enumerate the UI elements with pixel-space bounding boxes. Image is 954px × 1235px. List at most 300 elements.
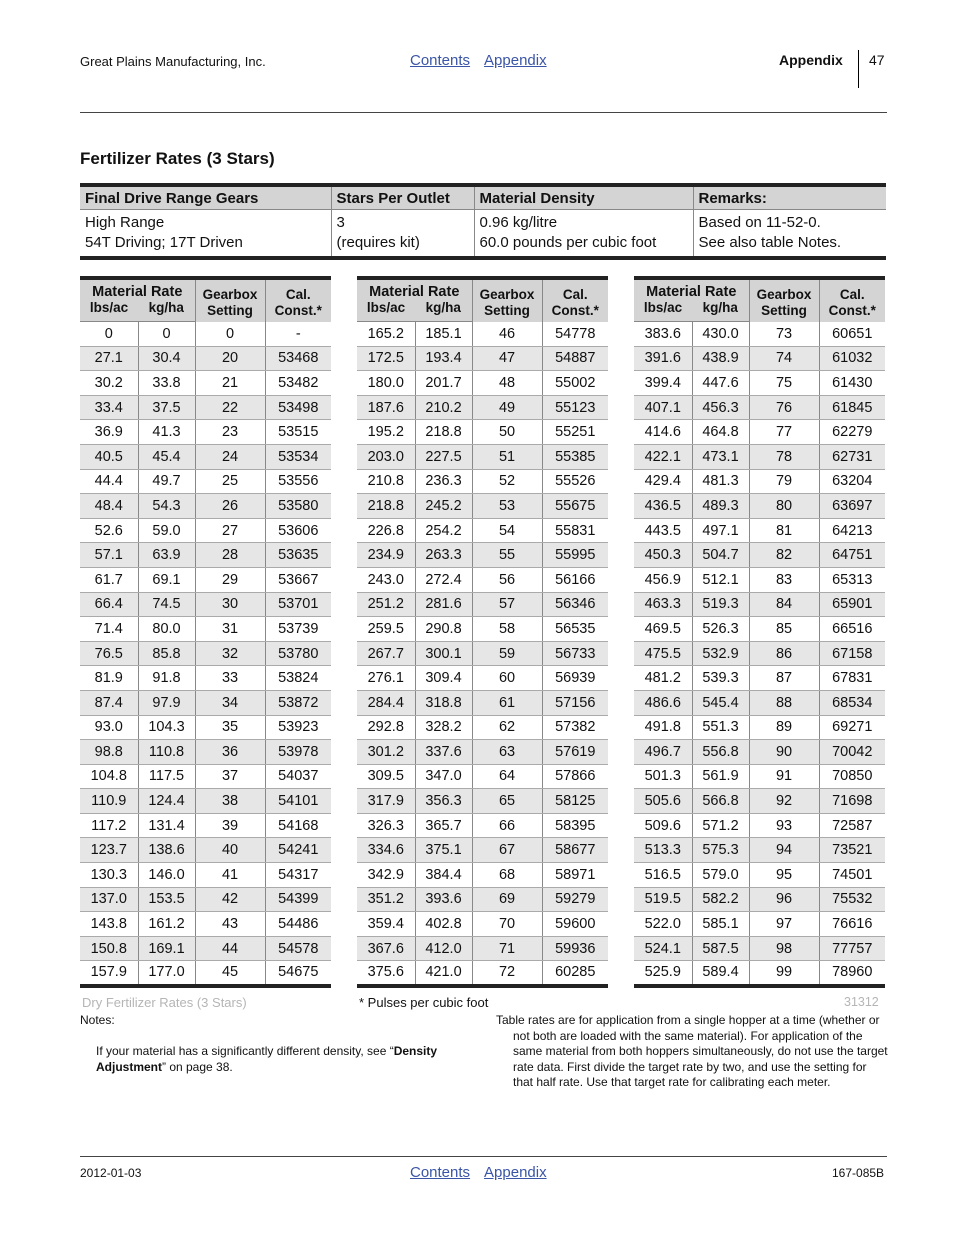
lbs-ac-cell: 218.8 [357, 494, 415, 519]
kg-ha-cell: 337.6 [415, 740, 472, 765]
lbs-ac-cell: 475.5 [634, 641, 692, 666]
table-row [634, 789, 885, 814]
table-row [634, 444, 885, 469]
gearbox-setting-cell: 72 [472, 961, 542, 986]
gearbox-setting-cell: 79 [749, 469, 819, 494]
cal-const-cell: 66516 [819, 617, 885, 642]
gearbox-setting-cell: 48 [472, 371, 542, 396]
lbs-ac-cell: 130.3 [80, 863, 138, 888]
cal-const-cell: 63204 [819, 469, 885, 494]
lbs-ac-cell: 243.0 [357, 567, 415, 592]
kg-ha-cell: 561.9 [692, 764, 749, 789]
table-row [634, 371, 885, 396]
notes-title: Notes: [80, 1013, 115, 1027]
gearbox-setting-cell: 95 [749, 863, 819, 888]
gearbox-setting-cell: 38 [195, 789, 265, 814]
lbs-ac-cell: 486.6 [634, 690, 692, 715]
note-text: ” on page 38. [162, 1059, 233, 1074]
kg-ha-cell: 309.4 [415, 666, 472, 691]
kg-ha-header: kg/ha [138, 300, 195, 322]
lbs-ac-cell: 505.6 [634, 789, 692, 814]
note-density [96, 1044, 476, 1075]
lbs-ac-cell: 143.8 [80, 912, 138, 937]
table-row [634, 715, 885, 740]
lbs-ac-cell: 450.3 [634, 543, 692, 568]
kg-ha-cell: 146.0 [138, 863, 195, 888]
header-contents-link[interactable]: Contents [410, 52, 471, 69]
table-row [80, 912, 331, 937]
table-row [80, 420, 331, 445]
cal-const-cell: 55831 [542, 518, 608, 543]
kg-ha-header: kg/ha [692, 300, 749, 322]
table-row [357, 567, 608, 592]
table-row [357, 690, 608, 715]
lbs-ac-cell: 422.1 [634, 444, 692, 469]
gearbox-setting-cell: 97 [749, 912, 819, 937]
table-row [80, 346, 331, 371]
kg-ha-cell: 512.1 [692, 567, 749, 592]
cal-const-cell: 62279 [819, 420, 885, 445]
lbs-ac-cell: 36.9 [80, 420, 138, 445]
kg-ha-cell: 37.5 [138, 395, 195, 420]
cal-const-cell: 58971 [542, 863, 608, 888]
lbs-ac-cell: 284.4 [357, 690, 415, 715]
lbs-ac-cell: 57.1 [80, 543, 138, 568]
kg-ha-cell: 33.8 [138, 371, 195, 396]
gearbox-setting-cell: 67 [472, 838, 542, 863]
gearbox-setting-cell: 99 [749, 961, 819, 986]
kg-ha-cell: 41.3 [138, 420, 195, 445]
cal-const-cell: 53498 [265, 395, 331, 420]
header-appendix-link[interactable]: Appendix [484, 52, 547, 69]
spec-cell-stars [331, 210, 474, 259]
cal-const-cell: 60651 [819, 322, 885, 347]
rate-table-body [357, 322, 608, 986]
cal-const-cell: 54578 [265, 936, 331, 961]
gearbox-setting-cell: 39 [195, 813, 265, 838]
cal-const-cell: 53739 [265, 617, 331, 642]
lbs-ac-cell: 399.4 [634, 371, 692, 396]
lbs-ac-cell: 469.5 [634, 617, 692, 642]
kg-ha-cell: 566.8 [692, 789, 749, 814]
cal-const-cell: 54399 [265, 887, 331, 912]
kg-ha-cell: 375.1 [415, 838, 472, 863]
table-row [80, 715, 331, 740]
cal-const-cell: 59600 [542, 912, 608, 937]
gearbox-setting-cell: 46 [472, 322, 542, 347]
lbs-ac-cell: 48.4 [80, 494, 138, 519]
gearbox-setting-cell: 49 [472, 395, 542, 420]
table-row [80, 494, 331, 519]
cal-const-cell: 59936 [542, 936, 608, 961]
lbs-ac-cell: 525.9 [644, 964, 681, 981]
lbs-ac-header: lbs/ac [634, 300, 692, 322]
kg-ha-cell: 318.8 [415, 690, 472, 715]
table-row [80, 567, 331, 592]
table-row [357, 789, 608, 814]
lbs-ac-cell: 234.9 [357, 543, 415, 568]
lbs-ac-cell: 501.3 [634, 764, 692, 789]
lbs-ac-cell: 157.9 [90, 964, 127, 981]
cal-const-cell: 53515 [265, 420, 331, 445]
gearbox-setting-cell: 44 [195, 936, 265, 961]
rate-table-3 [634, 276, 885, 988]
table-caption: Dry Fertilizer Rates (3 Stars) [82, 995, 247, 1010]
lbs-ac-cell: 496.7 [634, 740, 692, 765]
table-row [80, 518, 331, 543]
cal-const-cell: 67831 [819, 666, 885, 691]
cal-const-cell: 75532 [819, 887, 885, 912]
kg-ha-header: kg/ha [415, 300, 472, 322]
gearbox-setting-cell: 70 [472, 912, 542, 937]
kg-ha-cell: 430.0 [692, 322, 749, 347]
lbs-ac-cell: 259.5 [357, 617, 415, 642]
footer-nav [410, 1164, 561, 1181]
gearbox-setting-cell: 59 [472, 641, 542, 666]
lbs-ac-cell: 309.5 [357, 764, 415, 789]
table-row [357, 740, 608, 765]
cal-const-cell: 53635 [265, 543, 331, 568]
kg-ha-cell: 45.4 [138, 444, 195, 469]
kg-ha-cell: 328.2 [415, 715, 472, 740]
kg-ha-cell: 545.4 [692, 690, 749, 715]
gearbox-setting-cell: 26 [195, 494, 265, 519]
rate-table-2 [357, 276, 608, 988]
gearbox-setting-cell: 85 [749, 617, 819, 642]
gearbox-setting-cell: 34 [195, 690, 265, 715]
kg-ha-cell: 245.2 [415, 494, 472, 519]
table-row [357, 666, 608, 691]
table-row [634, 863, 885, 888]
table-row [80, 936, 331, 961]
cal-const-cell: 57156 [542, 690, 608, 715]
kg-ha-cell: 54.3 [138, 494, 195, 519]
table-row [634, 666, 885, 691]
lbs-ac-cell: 524.1 [634, 936, 692, 961]
cal-const-cell: 65313 [819, 567, 885, 592]
kg-ha-cell: 447.6 [692, 371, 749, 396]
cal-const-cell: 53667 [265, 567, 331, 592]
gearbox-setting-cell: 29 [195, 567, 265, 592]
gearbox-setting-header: Gearbox Setting [749, 278, 819, 322]
lbs-ac-cell: 27.1 [80, 346, 138, 371]
gearbox-setting-cell: 52 [472, 469, 542, 494]
gearbox-setting-cell: 71 [472, 936, 542, 961]
company-name: Great Plains Manufacturing, Inc. [80, 54, 266, 69]
spec-line: 0.96 kg/litre [479, 214, 558, 231]
table-row [80, 641, 331, 666]
gearbox-setting-cell: 22 [195, 395, 265, 420]
kg-ha-cell: 104.3 [138, 715, 195, 740]
table-row [80, 395, 331, 420]
table-row [634, 641, 885, 666]
table-row [80, 863, 331, 888]
cal-const-cell: 55995 [542, 543, 608, 568]
kg-ha-cell: 464.8 [692, 420, 749, 445]
lbs-ac-cell: 76.5 [80, 641, 138, 666]
kg-ha-cell: 473.1 [692, 444, 749, 469]
lbs-ac-cell: 342.9 [357, 863, 415, 888]
lbs-ac-cell: 210.8 [357, 469, 415, 494]
cal-const-cell: 54887 [542, 346, 608, 371]
header-divider [858, 50, 859, 88]
cal-const-cell: 53580 [265, 494, 331, 519]
spec-cell-remarks [693, 210, 886, 259]
gearbox-setting-cell: 47 [472, 346, 542, 371]
lbs-ac-cell: 81.9 [80, 666, 138, 691]
spec-cell-density [474, 210, 693, 259]
table-row [634, 395, 885, 420]
gearbox-setting-cell: 87 [749, 666, 819, 691]
cal-const-cell: 54317 [265, 863, 331, 888]
lbs-ac-cell: 172.5 [357, 346, 415, 371]
spec-header-stars: Stars Per Outlet [331, 185, 474, 210]
kg-ha-cell: 63.9 [138, 543, 195, 568]
table-row [80, 322, 331, 347]
cal-const-cell: 57619 [542, 740, 608, 765]
cal-const-cell: 64751 [819, 543, 885, 568]
gearbox-setting-cell: 45 [195, 961, 265, 986]
table-row [357, 617, 608, 642]
table-row [80, 764, 331, 789]
gearbox-setting-cell: 40 [195, 838, 265, 863]
footnote: * Pulses per cubic foot [359, 995, 489, 1010]
gearbox-setting-cell: 55 [472, 543, 542, 568]
gearbox-setting-cell: 88 [749, 690, 819, 715]
gearbox-setting-cell: 30 [195, 592, 265, 617]
kg-ha-cell: 551.3 [692, 715, 749, 740]
lbs-ac-cell: 491.8 [634, 715, 692, 740]
lbs-ac-cell: 110.9 [80, 789, 138, 814]
kg-ha-cell: 49.7 [138, 469, 195, 494]
kg-ha-cell: 85.8 [138, 641, 195, 666]
spec-line: 3 [336, 214, 345, 231]
spec-line: Based on 11-52-0. [698, 214, 821, 231]
kg-ha-cell: 504.7 [692, 543, 749, 568]
cal-const-cell: 58395 [542, 813, 608, 838]
gearbox-setting-cell: 53 [472, 494, 542, 519]
gearbox-setting-header: Gearbox Setting [472, 278, 542, 322]
lbs-ac-cell: 52.6 [80, 518, 138, 543]
cal-const-cell: 55675 [542, 494, 608, 519]
table-row [80, 887, 331, 912]
table-row [357, 469, 608, 494]
table-row [634, 420, 885, 445]
table-row [634, 494, 885, 519]
gearbox-setting-cell: 80 [749, 494, 819, 519]
gearbox-setting-cell: 28 [195, 543, 265, 568]
footer-rule [80, 1156, 887, 1157]
cal-const-cell: 54778 [542, 322, 608, 347]
cal-const-cell: 53468 [265, 346, 331, 371]
gearbox-setting-cell: 65 [472, 789, 542, 814]
cal-const-cell: 54168 [265, 813, 331, 838]
density-adjustment-reference: Density Adjustment [96, 1044, 438, 1074]
kg-ha-cell: 124.4 [138, 789, 195, 814]
gearbox-setting-cell: 93 [749, 813, 819, 838]
gearbox-setting-cell: 63 [472, 740, 542, 765]
table-row [634, 764, 885, 789]
kg-ha-cell: 177.0 [138, 961, 195, 986]
table-row [80, 740, 331, 765]
footer-contents-link[interactable]: Contents [410, 1164, 471, 1181]
material-rate-header: Material Rate [357, 278, 472, 300]
kg-ha-cell: 589.4 [692, 961, 749, 986]
table-row [357, 395, 608, 420]
cal-const-cell: 55251 [542, 420, 608, 445]
spec-header-remarks: Remarks: [693, 185, 886, 210]
lbs-ac-cell: 463.3 [634, 592, 692, 617]
table-row [357, 518, 608, 543]
gearbox-setting-cell: 82 [749, 543, 819, 568]
table-row [634, 961, 885, 986]
gearbox-setting-cell: 50 [472, 420, 542, 445]
kg-ha-cell: 384.4 [415, 863, 472, 888]
kg-ha-cell: 456.3 [692, 395, 749, 420]
table-row [80, 813, 331, 838]
cal-const-cell: 70850 [819, 764, 885, 789]
gearbox-setting-cell: 60 [472, 666, 542, 691]
table-row [357, 444, 608, 469]
lbs-ac-cell: 137.0 [80, 887, 138, 912]
kg-ha-cell: 532.9 [692, 641, 749, 666]
kg-ha-cell: 481.3 [692, 469, 749, 494]
gearbox-setting-cell: 77 [749, 420, 819, 445]
gearbox-setting-cell: 35 [195, 715, 265, 740]
page-title: Fertilizer Rates (3 Stars) [80, 149, 275, 168]
table-row [634, 469, 885, 494]
kg-ha-cell: 571.2 [692, 813, 749, 838]
kg-ha-cell: 80.0 [138, 617, 195, 642]
gearbox-setting-cell: 57 [472, 592, 542, 617]
footer-date: 2012-01-03 [80, 1166, 142, 1180]
lbs-ac-header: lbs/ac [357, 300, 415, 322]
spec-header-density: Material Density [474, 185, 693, 210]
cal-const-cell: 78960 [819, 961, 885, 986]
table-row [357, 641, 608, 666]
kg-ha-cell: 117.5 [138, 764, 195, 789]
kg-ha-cell: 138.6 [138, 838, 195, 863]
lbs-ac-cell: 93.0 [80, 715, 138, 740]
lbs-ac-cell: 317.9 [357, 789, 415, 814]
cal-const-cell: 57382 [542, 715, 608, 740]
spec-line: (requires kit) [336, 234, 420, 251]
lbs-ac-cell: 292.8 [357, 715, 415, 740]
gearbox-setting-cell: 43 [195, 912, 265, 937]
lbs-ac-cell: 375.6 [367, 964, 404, 981]
cal-const-cell: 73521 [819, 838, 885, 863]
spec-header-final-drive: Final Drive Range Gears [80, 185, 331, 210]
lbs-ac-cell: 98.8 [80, 740, 138, 765]
footer-appendix-link[interactable]: Appendix [484, 1164, 547, 1181]
cal-const-cell: 74501 [819, 863, 885, 888]
cal-const-header: Cal. Const.* [265, 278, 331, 322]
gearbox-setting-cell: 92 [749, 789, 819, 814]
lbs-ac-cell: 301.2 [357, 740, 415, 765]
lbs-ac-cell: 187.6 [357, 395, 415, 420]
table-row [634, 543, 885, 568]
kg-ha-cell: 153.5 [138, 887, 195, 912]
gearbox-setting-cell: 51 [472, 444, 542, 469]
lbs-ac-cell: 407.1 [634, 395, 692, 420]
lbs-ac-cell: 30.2 [80, 371, 138, 396]
kg-ha-cell: 254.2 [415, 518, 472, 543]
lbs-ac-cell: 165.2 [357, 322, 415, 347]
kg-ha-cell: 201.7 [415, 371, 472, 396]
gearbox-setting-cell: 20 [195, 346, 265, 371]
gearbox-setting-cell: 25 [195, 469, 265, 494]
gearbox-setting-cell: 64 [472, 764, 542, 789]
gearbox-setting-cell: 66 [472, 813, 542, 838]
kg-ha-cell: 412.0 [415, 936, 472, 961]
gearbox-setting-cell: 69 [472, 887, 542, 912]
lbs-ac-cell: 436.5 [634, 494, 692, 519]
lbs-ac-cell: 0 [80, 322, 138, 347]
lbs-ac-cell: 509.6 [634, 813, 692, 838]
cal-const-cell: 69271 [819, 715, 885, 740]
table-row [357, 813, 608, 838]
gearbox-setting-cell: 62 [472, 715, 542, 740]
cal-const-cell: 53482 [265, 371, 331, 396]
kg-ha-cell: 97.9 [138, 690, 195, 715]
lbs-ac-cell: 87.4 [80, 690, 138, 715]
cal-const-header: Cal. Const.* [542, 278, 608, 322]
cal-const-cell: 70042 [819, 740, 885, 765]
cal-const-cell: 53978 [265, 740, 331, 765]
table-row [80, 789, 331, 814]
kg-ha-cell: 30.4 [138, 346, 195, 371]
lbs-ac-cell: 429.4 [634, 469, 692, 494]
cal-const-cell: 56733 [542, 641, 608, 666]
kg-ha-cell: 497.1 [692, 518, 749, 543]
table-row [634, 690, 885, 715]
table-row [357, 715, 608, 740]
cal-const-cell: 53701 [265, 592, 331, 617]
spec-line: High Range [85, 214, 165, 231]
gearbox-setting-cell: 86 [749, 641, 819, 666]
kg-ha-cell: 575.3 [692, 838, 749, 863]
kg-ha-cell: 402.8 [415, 912, 472, 937]
gearbox-setting-cell: 27 [195, 518, 265, 543]
gearbox-setting-cell: 75 [749, 371, 819, 396]
gearbox-setting-cell: 54 [472, 518, 542, 543]
spec-line: 60.0 pounds per cubic foot [479, 234, 657, 251]
cal-const-cell: 56166 [542, 567, 608, 592]
section-name: Appendix [779, 52, 843, 68]
cal-const-cell: 54037 [265, 764, 331, 789]
kg-ha-cell: 0 [138, 322, 195, 347]
table-row [357, 764, 608, 789]
table-row [80, 617, 331, 642]
lbs-ac-cell: 391.6 [634, 346, 692, 371]
lbs-ac-cell: 104.8 [80, 764, 138, 789]
cal-const-cell: 61845 [819, 395, 885, 420]
kg-ha-cell: 526.3 [692, 617, 749, 642]
cal-const-cell: 55123 [542, 395, 608, 420]
table-row [357, 863, 608, 888]
cal-const-cell: 72587 [819, 813, 885, 838]
material-rate-header: Material Rate [80, 278, 195, 300]
lbs-ac-cell: 226.8 [357, 518, 415, 543]
lbs-ac-cell: 367.6 [357, 936, 415, 961]
lbs-ac-cell: 71.4 [80, 617, 138, 642]
lbs-ac-cell: 251.2 [357, 592, 415, 617]
cal-const-cell: 61032 [819, 346, 885, 371]
table-row [80, 961, 331, 986]
cal-const-cell: 55002 [542, 371, 608, 396]
cal-const-cell: 53534 [265, 444, 331, 469]
table-row [80, 690, 331, 715]
